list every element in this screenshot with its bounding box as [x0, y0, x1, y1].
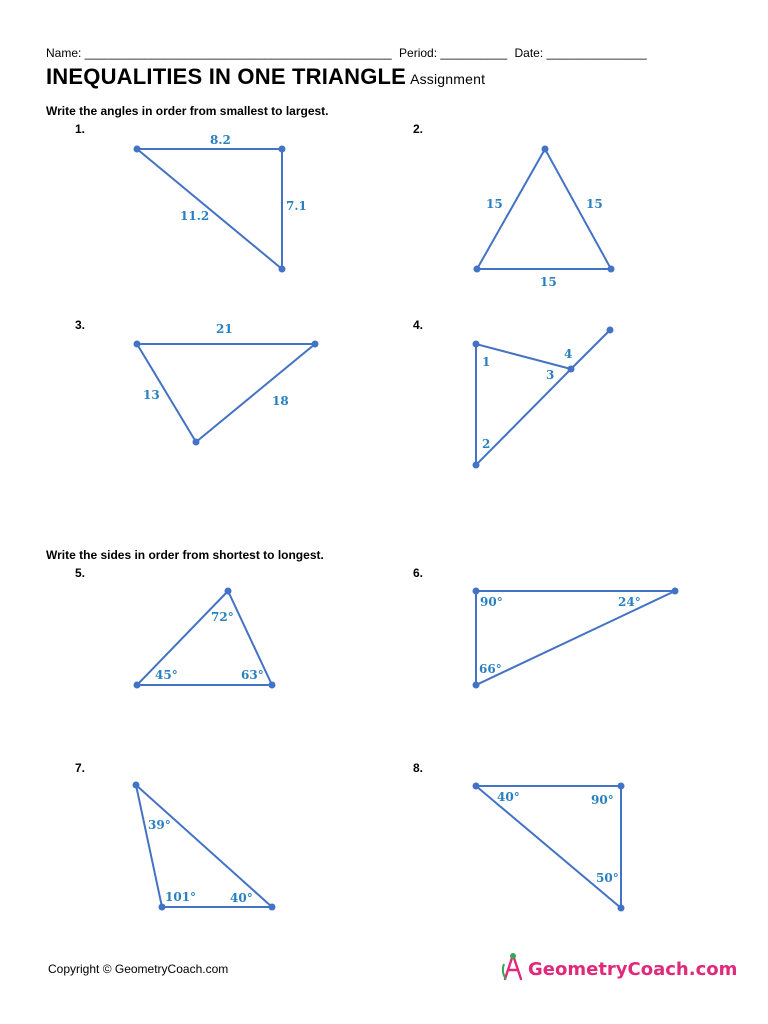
vertex-point [542, 146, 549, 153]
angle-label: 3 [546, 368, 555, 382]
triangle-figure-6 [473, 588, 679, 689]
vertex-point [568, 366, 575, 373]
triangle-7-edges [136, 785, 272, 907]
angle-label: 1 [482, 355, 491, 369]
side-label: 8.2 [210, 133, 231, 147]
side-label: 15 [486, 197, 503, 211]
vertex-point [607, 327, 614, 334]
vertex-point [134, 341, 141, 348]
angle-label: 101° [165, 890, 197, 904]
angle-label: 45° [155, 668, 178, 682]
angle-label: 50° [596, 871, 619, 885]
section1-instruction: Write the angles in order from smallest to largest. [46, 104, 329, 118]
triangle-4-edges [476, 330, 610, 465]
vertex-point [473, 682, 480, 689]
problem-number-2: 2. [413, 122, 424, 136]
vertex-point [279, 146, 286, 153]
angle-label: 90° [480, 595, 503, 609]
side-label: 18 [272, 394, 289, 408]
geometrycoach-logo[interactable] [500, 952, 737, 987]
triangle-1-edges [137, 149, 282, 269]
angle-label: 24° [618, 595, 641, 609]
vertex-point [269, 904, 276, 911]
vertex-point [134, 146, 141, 153]
triangle-figure-5 [134, 588, 276, 689]
triangle-figure-8 [473, 783, 625, 912]
angle-label: 63° [241, 668, 264, 682]
section2-instruction: Write the sides in order from shortest to longest. [46, 548, 324, 562]
period-line[interactable]: __________ [440, 46, 508, 60]
side-label: 15 [586, 197, 603, 211]
problem-number-4: 4. [413, 318, 424, 332]
side-label: 11.2 [180, 209, 210, 223]
triangle-figure-4 [473, 327, 614, 469]
vertex-point [672, 588, 679, 595]
vertex-point [473, 588, 480, 595]
angle-label: 72° [211, 610, 234, 624]
angle-label: 66° [479, 662, 502, 676]
vertex-point [618, 783, 625, 790]
vertex-point [159, 904, 166, 911]
triangle-figure-3 [134, 322, 319, 446]
vertex-point [279, 266, 286, 273]
subtitle: Assignment [410, 71, 486, 87]
date-label: Date: [514, 46, 544, 60]
vertex-point [133, 782, 140, 789]
date-line[interactable]: _______________ [546, 46, 647, 60]
problem-number-5: 5. [75, 566, 86, 580]
side-label: 21 [216, 322, 233, 336]
angle-label: 2 [482, 437, 491, 451]
vertex-point [269, 682, 276, 689]
vertex-point [608, 266, 615, 273]
side-label: 15 [540, 275, 557, 289]
name-label: Name: [46, 46, 82, 60]
vertex-point [225, 588, 232, 595]
vertex-point [312, 341, 319, 348]
triangle-6-edges [476, 591, 675, 685]
angle-label: 40° [497, 790, 520, 804]
title-text: INEQUALITIES IN ONE TRIANGLE [46, 64, 407, 89]
name-line[interactable]: ______________________________________________ [84, 46, 392, 60]
triangle-figure-7 [133, 782, 276, 911]
vertex-point [618, 905, 625, 912]
vertex-point [193, 439, 200, 446]
angle-label: 39° [148, 818, 171, 832]
vertex-point [474, 266, 481, 273]
logo-text: GeometryCoach.com [528, 959, 738, 980]
problem-number-3: 3. [75, 318, 86, 332]
vertex-point [473, 783, 480, 790]
triangle-3-edges [137, 344, 315, 442]
problem-number-6: 6. [413, 566, 424, 580]
angle-label: 40° [230, 891, 253, 905]
compass-icon [500, 952, 526, 987]
angle-label: 90° [591, 793, 614, 807]
problem-number-8: 8. [413, 761, 424, 775]
angle-label: 4 [564, 347, 573, 361]
period-label: Period: [399, 46, 438, 60]
side-label: 13 [143, 388, 160, 402]
vertex-point [134, 682, 141, 689]
triangle-figure-2 [474, 146, 615, 290]
problem-number-1: 1. [75, 122, 86, 136]
vertex-point [473, 341, 480, 348]
side-label: 7.1 [286, 199, 307, 213]
vertex-point [473, 462, 480, 469]
triangle-figure-1 [134, 133, 307, 273]
copyright-text: Copyright © GeometryCoach.com [48, 962, 229, 976]
problem-number-7: 7. [75, 761, 86, 775]
